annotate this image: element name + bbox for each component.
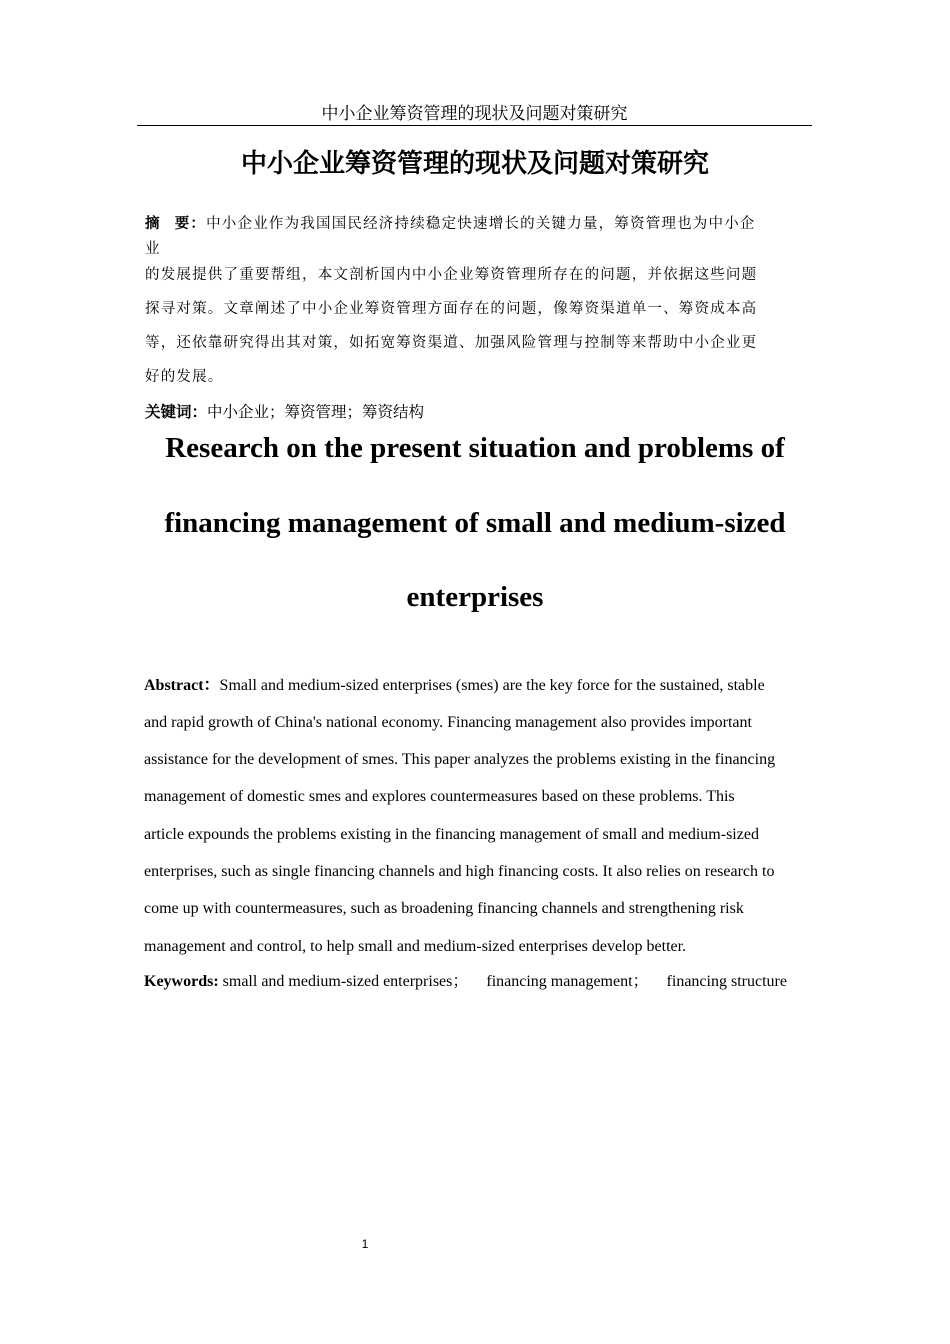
- chinese-abstract-label: 摘 要：: [145, 216, 207, 232]
- chinese-keywords: [145, 401, 424, 423]
- chinese-abstract-text: 中小企业作为我国国民经济持续稳定快速增长的关键力量，筹资管理也为中小企: [206, 216, 756, 232]
- english-abstract-line-5: article expounds the problems existing in the financing management of small and medium-sized: [144, 826, 759, 843]
- chinese-keywords-text: 中小企业；筹资管理；筹资结构: [207, 403, 425, 421]
- english-abstract-label: Abstract：: [144, 677, 220, 694]
- english-abstract-text: Small and medium-sized enterprises (smes) are the key force for the sustained, stable: [219, 677, 765, 694]
- chinese-keywords-label: 关键词：: [145, 403, 208, 421]
- english-keyword-2: financing management；: [486, 973, 649, 990]
- english-keywords-label: Keywords:: [144, 973, 219, 990]
- english-keyword-3: financing structure: [666, 973, 787, 990]
- english-abstract-line-6: enterprises, such as single financing channels and high financing costs. It also relies on research to: [144, 863, 775, 880]
- chinese-abstract-line-1: [145, 214, 810, 234]
- chinese-abstract-line-3: 的发展提供了重要帮组，本文剖析国内中小企业筹资管理所存在的问题，并依据这些问题: [145, 267, 758, 283]
- chinese-title: 中小企业筹资管理的现状及问题对策研究: [240, 149, 709, 179]
- english-title-line-1: Research on the present situation and problems of: [165, 432, 785, 464]
- english-abstract-line-8: management and control, to help small and medium-sized enterprises develop better.: [144, 938, 687, 955]
- english-abstract-line-2: and rapid growth of China's national economy. Financing management also provides important: [144, 714, 752, 731]
- chinese-abstract-line-6: 好的发展。: [145, 369, 224, 385]
- english-abstract-line-7: come up with countermeasures, such as broadening financing channels and strengthening risk: [144, 900, 744, 917]
- chinese-abstract-line-4: 探寻对策。文章阐述了中小企业筹资管理方面存在的问题，像筹资渠道单一、筹资成本高: [145, 301, 758, 317]
- chinese-abstract-line-2: 业: [145, 241, 161, 257]
- english-abstract-line-3: assistance for the development of smes. This paper analyzes the problems existing in the financing: [144, 751, 776, 768]
- english-abstract-line-1: [144, 676, 814, 696]
- english-title-line-3: enterprises: [406, 581, 544, 613]
- english-keywords: [144, 972, 814, 992]
- chinese-abstract-line-5: 等，还依靠研究得出其对策，如拓宽筹资渠道、加强风险管理与控制等来帮助中小企业更: [145, 335, 758, 351]
- running-header: 中小企业筹资管理的现状及问题对策研究: [137, 103, 812, 126]
- page-number: 1: [361, 1237, 369, 1251]
- english-title-line-2: financing management of small and medium-sized: [164, 507, 786, 539]
- english-keyword-1: small and medium-sized enterprises；: [222, 973, 469, 990]
- english-abstract-line-4: management of domestic smes and explores countermeasures based on these problems. This: [144, 788, 735, 805]
